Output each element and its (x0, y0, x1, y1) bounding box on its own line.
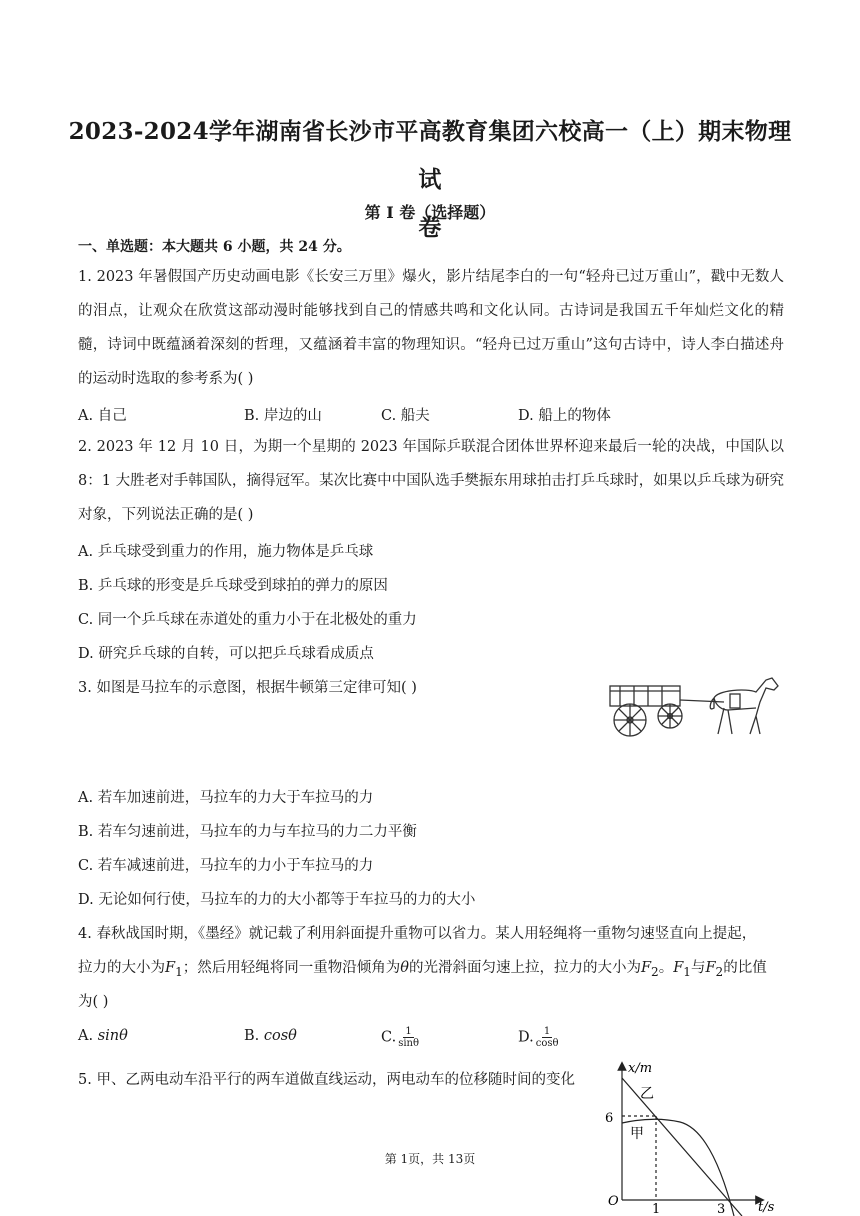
q4-option-c: C. $\frac{1}{\sin\theta}$ (381, 1026, 419, 1049)
y-tick-6: 6 (605, 1111, 614, 1126)
title-line-1: 2023-2024学年湖南省长沙市平高教育集团六校高一（上）期末物理试 (68, 118, 792, 193)
q3-option-b: B. 若车匀速前进，马拉车的力与车拉马的力二力平衡 (78, 824, 417, 840)
q1-option-c: C. 船夫 (381, 408, 430, 424)
q3-option-d: D. 无论如何行使，马拉车的力的大小都等于车拉马的力的大小 (78, 892, 476, 908)
question-1-text: 1. 2023 年暑假国产历史动画电影《长安三万里》爆火，影片结尾李白的一句“轻舟已过万重山”，戳中无数人的泪点，让观众在欣赏这部动漫时能够找到自己的情感共鸣和文化认同。古诗词是我国五千年灿烂文化的精髓，诗词中既蕴涵着深刻的哲理，又蕴涵着丰富的物理知识。“轻舟已过万重山”这句古诗中，诗人李白描述舟的运动时选取的参考系为( ) (78, 269, 784, 387)
series-label-yi: 乙 (640, 1086, 654, 1102)
series-label-jia: 甲 (630, 1126, 644, 1142)
section-heading: 一、单选题：本大题共 6 小题，共 24 分。 (78, 239, 351, 255)
q2-option-c: C. 同一个乒乓球在赤道处的重力小于在北极处的重力 (78, 612, 417, 628)
q4-option-a: A. sinθ (78, 1028, 128, 1044)
part-heading: 第 I 卷（选择题） (364, 203, 496, 222)
q4-option-d: D. $\frac{1}{\cos\theta}$ (518, 1026, 559, 1049)
question-4-options (0, 1026, 860, 1054)
x-axis-label: t/s (758, 1200, 775, 1215)
question-5-text: 5. 甲、乙两电动车沿平行的两车道做直线运动，两电动车的位移随时间的变化 (78, 1072, 575, 1088)
question-3-text: 3. 如图是马拉车的示意图，根据牛顿第三定律可知( ) (78, 680, 417, 696)
origin-label: O (608, 1194, 619, 1209)
question-1-options (0, 404, 860, 424)
q4-option-b: B. cosθ (244, 1028, 297, 1044)
q1-option-a: A. 自己 (78, 408, 127, 424)
q2-option-a: A. 乒乓球受到重力的作用，施力物体是乒乓球 (78, 544, 374, 560)
question-2-text: 2. 2023 年 12 月 10 日，为期一个星期的 2023 年国际乒联混合团体世界杯迎来最后一轮的决战，中国队以 8：1 大胜老对手韩国队，摘得冠军。某次比赛中中国队选手樊振东用球拍击打乒乓球时，如果以乒乓球为研究对象，下列说法正确的是( ) (78, 439, 784, 523)
x-tick-3: 3 (717, 1202, 726, 1216)
title-line-2: 卷 (418, 214, 442, 241)
page-footer: 第 1页，共 13页 (384, 1152, 476, 1166)
question-4-line-1: 4. 春秋战国时期，《墨经》就记载了利用斜面提升重物可以省力。某人用轻绳将一重物匀速竖直向上提起， (78, 926, 757, 942)
question-4-line-3: 为( ) (78, 994, 109, 1010)
q2-option-b: B. 乒乓球的形变是乒乓球受到球拍的弹力的原因 (78, 578, 388, 594)
y-axis-label: x/m (628, 1061, 653, 1076)
q1-option-b: B. 岸边的山 (244, 408, 322, 424)
x-t-graph (600, 1060, 790, 1216)
q3-option-a: A. 若车加速前进，马拉车的力大于车拉马的力 (78, 790, 374, 806)
q1-option-d: D. 船上的物体 (518, 408, 611, 424)
question-4-line-2: 拉力的大小为$F_1$；然后用轻绳将同一重物沿倾角为θ的光滑斜面匀速上拉，拉力的大小为$F_2$。$F_1$与$F_2$的比值 (78, 960, 767, 979)
q2-option-d: D. 研究乒乓球的自转，可以把乒乓球看成质点 (78, 646, 374, 662)
q3-option-c: C. 若车减速前进，马拉车的力小于车拉马的力 (78, 858, 374, 874)
horse-cart-illustration (606, 672, 784, 748)
page-title (60, 108, 800, 252)
x-tick-1: 1 (652, 1202, 661, 1216)
